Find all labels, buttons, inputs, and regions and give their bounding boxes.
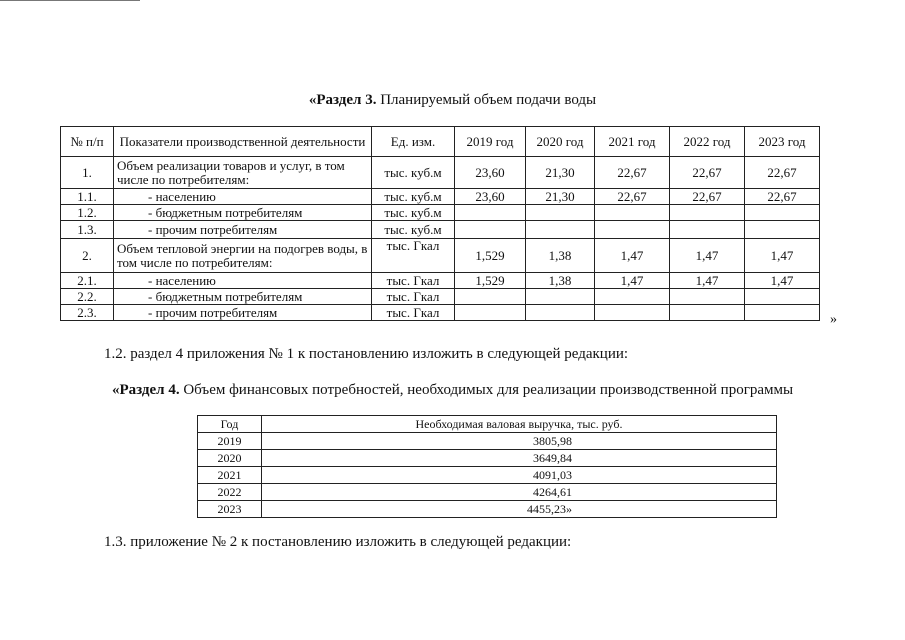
col-header-2020: 2020 год: [526, 127, 595, 157]
row-unit: тыс. Гкал: [372, 305, 455, 321]
row-number: 1.2.: [61, 205, 114, 221]
row-indicator: - бюджетным потребителям: [114, 205, 372, 221]
row-unit: тыс. Гкал: [372, 273, 455, 289]
row-indicator: - прочим потребителям: [114, 221, 372, 239]
table-row: [61, 273, 820, 289]
table-row: [61, 239, 820, 273]
row-value-2021: [595, 205, 670, 221]
row-indicator: - населению: [114, 189, 372, 205]
row-value-2021: [595, 305, 670, 321]
paragraph-1-3: 1.3. приложение № 2 к постановлению изложить в следующей редакции:: [104, 534, 572, 550]
row-revenue: 3649,84: [262, 450, 777, 467]
closing-quote: »: [830, 312, 837, 327]
row-value-2022: [670, 305, 745, 321]
row-revenue: 4455,23»: [262, 501, 777, 518]
col-header-unit: Ед. изм.: [372, 127, 455, 157]
row-value-2019: 23,60: [455, 189, 526, 205]
row-revenue: 3805,98: [262, 433, 777, 450]
col-header-year: Год: [198, 416, 262, 433]
row-value-2021: [595, 289, 670, 305]
row-number: 2.1.: [61, 273, 114, 289]
row-number: 2.2.: [61, 289, 114, 305]
row-year: 2021: [198, 467, 262, 484]
section-3-label: «Раздел 3.: [308, 92, 377, 108]
row-value-2020: [526, 221, 595, 239]
row-unit: тыс. куб.м: [372, 157, 455, 189]
row-value-2022: 1,47: [670, 273, 745, 289]
section-3-title: Планируемый объем подачи воды: [376, 92, 597, 108]
row-indicator: Объем тепловой энергии на подогрев воды, в том числе по потребителям:: [114, 239, 372, 273]
row-value-2019: [455, 289, 526, 305]
row-value-2023: 1,47: [745, 239, 820, 273]
row-value-2022: 1,47: [670, 239, 745, 273]
section-4-heading: [112, 382, 793, 399]
section-4-title: Объем финансовых потребностей, необходимых для реализации производственной программы: [179, 382, 794, 398]
row-value-2023: 22,67: [745, 189, 820, 205]
table-row: [61, 205, 820, 221]
row-number: 1.1.: [61, 189, 114, 205]
row-value-2021: 1,47: [595, 273, 670, 289]
row-unit: тыс. куб.м: [372, 189, 455, 205]
row-value-2021: 1,47: [595, 239, 670, 273]
row-value-2020: [526, 289, 595, 305]
row-value-2020: [526, 205, 595, 221]
row-year: 2019: [198, 433, 262, 450]
row-unit: тыс. Гкал: [372, 289, 455, 305]
table-row: [61, 157, 820, 189]
row-indicator: - населению: [114, 273, 372, 289]
row-value-2020: 1,38: [526, 273, 595, 289]
row-value-2023: 1,47: [745, 273, 820, 289]
row-value-2022: 22,67: [670, 189, 745, 205]
row-year: 2020: [198, 450, 262, 467]
row-value-2023: [745, 305, 820, 321]
table-row: [61, 289, 820, 305]
paragraph-1-2: 1.2. раздел 4 приложения № 1 к постановлению изложить в следующей редакции:: [104, 346, 629, 362]
col-header-revenue: Необходимая валовая выручка, тыс. руб.: [262, 416, 777, 433]
row-value-2021: 22,67: [595, 157, 670, 189]
row-value-2019: 1,529: [455, 273, 526, 289]
col-header-2019: 2019 год: [455, 127, 526, 157]
row-value-2020: 1,38: [526, 239, 595, 273]
row-indicator: Объем реализации товаров и услуг, в том числе по потребителям:: [114, 157, 372, 189]
row-number: 2.3.: [61, 305, 114, 321]
row-unit: тыс. куб.м: [372, 205, 455, 221]
row-value-2019: [455, 221, 526, 239]
row-number: 2.: [61, 239, 114, 273]
row-value-2022: [670, 289, 745, 305]
row-value-2023: [745, 289, 820, 305]
section-3-table: [60, 126, 820, 321]
row-year: 2022: [198, 484, 262, 501]
table-row: [198, 501, 777, 518]
row-revenue: 4091,03: [262, 467, 777, 484]
row-value-2019: 23,60: [455, 157, 526, 189]
row-value-2022: [670, 205, 745, 221]
row-unit: тыс. Гкал: [372, 239, 455, 273]
row-value-2022: [670, 221, 745, 239]
row-number: 1.3.: [61, 221, 114, 239]
row-value-2020: 21,30: [526, 157, 595, 189]
row-value-2020: [526, 305, 595, 321]
row-value-2021: [595, 221, 670, 239]
col-header-num: № п/п: [61, 127, 114, 157]
row-indicator: - бюджетным потребителям: [114, 289, 372, 305]
top-rule: [0, 0, 140, 1]
row-value-2019: [455, 205, 526, 221]
table-row: [61, 305, 820, 321]
section-3-heading: [0, 92, 905, 109]
row-number: 1.: [61, 157, 114, 189]
table-row: [198, 450, 777, 467]
row-unit: тыс. куб.м: [372, 221, 455, 239]
row-value-2023: [745, 205, 820, 221]
row-value-2019: 1,529: [455, 239, 526, 273]
row-value-2022: 22,67: [670, 157, 745, 189]
row-indicator: - прочим потребителям: [114, 305, 372, 321]
row-value-2019: [455, 305, 526, 321]
row-value-2023: [745, 221, 820, 239]
col-header-2022: 2022 год: [670, 127, 745, 157]
col-header-2023: 2023 год: [745, 127, 820, 157]
table-row: [198, 433, 777, 450]
section-4-table: [197, 415, 777, 518]
table-row: [198, 467, 777, 484]
table-row: [198, 484, 777, 501]
row-value-2021: 22,67: [595, 189, 670, 205]
col-header-2021: 2021 год: [595, 127, 670, 157]
section-4-label: «Раздел 4.: [112, 382, 180, 398]
row-revenue: 4264,61: [262, 484, 777, 501]
table-row: [61, 189, 820, 205]
row-year: 2023: [198, 501, 262, 518]
row-value-2023: 22,67: [745, 157, 820, 189]
table-row: [61, 221, 820, 239]
col-header-indicator: Показатели производственной деятельности: [114, 127, 372, 157]
row-value-2020: 21,30: [526, 189, 595, 205]
